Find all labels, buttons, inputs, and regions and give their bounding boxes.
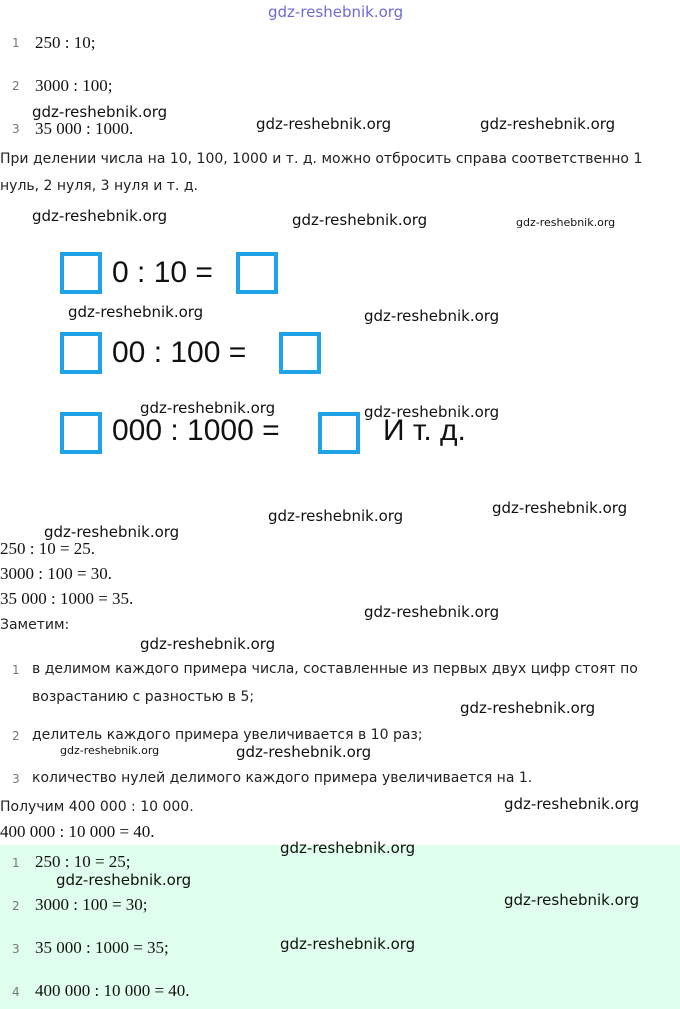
watermark: gdz-reshebnik.org [516,216,616,229]
note-text: делитель каждого примера увеличивается в 10 раз; [32,727,423,743]
watermark: gdz-reshebnik.org [280,935,416,953]
watermark: gdz-reshebnik.org [68,303,204,321]
blank-box [60,252,102,294]
watermark: gdz-reshebnik.org [268,3,404,21]
note-text: количество нулей делимого каждого примера увеличивается на 1. [32,770,533,786]
rule-line: нуль, 2 нуля, 3 нуля и т. д. [0,178,198,194]
diagram-row: 000 : 1000 = [112,414,280,447]
watermark: gdz-reshebnik.org [56,871,192,889]
watermark: gdz-reshebnik.org [492,499,628,517]
watermark: gdz-reshebnik.org [44,523,180,541]
watermark: gdz-reshebnik.org [60,744,160,757]
result-line: 35 000 : 1000 = 35. [0,589,134,608]
watermark: gdz-reshebnik.org [256,115,392,133]
watermark: gdz-reshebnik.org [504,891,640,909]
answer-expression: 400 000 : 10 000 = 40. [35,981,190,1000]
watermark: gdz-reshebnik.org [292,211,428,229]
watermark: gdz-reshebnik.org [280,839,416,857]
watermark: gdz-reshebnik.org [460,699,596,717]
note-text: возрастанию с разностью в 5; [32,689,255,705]
note-number: 1 [12,663,20,677]
watermark: gdz-reshebnik.org [364,307,500,325]
result-line: 250 : 10 = 25. [0,539,96,558]
rule-line: При делении числа на 10, 100, 1000 и т. д. можно отбросить справа соответственно 1 [0,151,643,167]
answer-number: 3 [12,942,20,956]
step-number: 3 [12,122,20,136]
blank-box [236,252,278,294]
watermark: gdz-reshebnik.org [268,507,404,525]
diagram-row: 00 : 100 = [112,336,247,369]
diagram-etc: И т. д. [383,414,466,447]
step-expression: 3000 : 100; [35,76,113,95]
watermark: gdz-reshebnik.org [140,399,276,417]
note-text: в делимом каждого примера числа, составленные из первых двух цифр стоят по [32,661,638,677]
watermark: gdz-reshebnik.org [236,743,372,761]
step-number: 1 [12,36,20,50]
answer-number: 4 [12,985,20,999]
conclusion-line: Получим 400 000 : 10 000. [0,799,194,815]
blank-box [318,412,360,454]
step-expression: 35 000 : 1000. [35,119,134,138]
answer-number: 2 [12,899,20,913]
watermark: gdz-reshebnik.org [140,635,276,653]
watermark: gdz-reshebnik.org [480,115,616,133]
conclusion-line: 400 000 : 10 000 = 40. [0,822,155,841]
blank-box [60,332,102,374]
step-expression: 250 : 10; [35,33,96,52]
diagram-row: 0 : 10 = [112,256,213,289]
answer-expression: 35 000 : 1000 = 35; [35,938,169,957]
watermark: gdz-reshebnik.org [32,103,168,121]
watermark: gdz-reshebnik.org [364,403,500,421]
answer-number: 1 [12,856,20,870]
watermark: gdz-reshebnik.org [32,207,168,225]
note-label: Заметим: [0,617,70,633]
answer-expression: 3000 : 100 = 30; [35,895,148,914]
step-number: 2 [12,79,20,93]
result-line: 3000 : 100 = 30. [0,564,113,583]
answer-expression: 250 : 10 = 25; [35,852,131,871]
blank-box [279,332,321,374]
watermark: gdz-reshebnik.org [364,603,500,621]
watermark: gdz-reshebnik.org [504,795,640,813]
note-number: 3 [12,772,20,786]
note-number: 2 [12,729,20,743]
blank-box [60,412,102,454]
